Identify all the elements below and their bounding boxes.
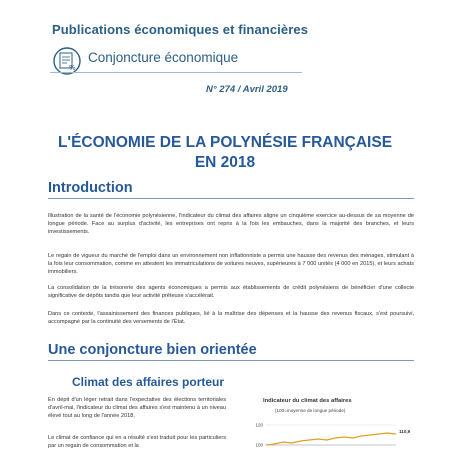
document-title — [0, 133, 450, 173]
chart-y-tick-label: 100 — [255, 442, 263, 448]
intro-paragraph-1: Illustration de la santé de l'économie polynésienne, l'indicateur du climat des affaires aligne un cinquième exercice au-dessus de sa moyenne de longue période. Face au surplus d'activité, les entreprises ont repris à la fois les embauches, dans la majorité des branches, et leurs investissements. — [48, 213, 414, 235]
section2-paragraph-2: Le climat de confiance qui en a résulté s'est traduit pour les particuliers par un regain de consommation et la — [48, 435, 226, 449]
chart-series-line — [266, 433, 396, 445]
svg-text:%: % — [69, 64, 76, 72]
intro-paragraph-4: Dans ce contexte, l'assainissement des finances publiques, lié à la maîtrise des dépenses et la hausse des revenus fiscaux, s'est poursuivi, accompagné par la continuité des versements de l'État. — [48, 311, 414, 325]
issue-number: N° 274 / Avril 2019 — [206, 84, 288, 95]
document-title-line-1: L'ÉCONOMIE DE LA POLYNÉSIE FRANÇAISE — [57, 134, 393, 151]
chart-y-tick-label: 120 — [255, 422, 263, 428]
intro-paragraph-3: La consolidation de la trésorerie des agents économiques a permis aux établissements de crédit polynésiens de bénéficier d'une collecte significative de dépôts tandis que leur activité prêteuse s'accélérait. — [48, 285, 414, 299]
page-header — [0, 0, 450, 104]
chart-end-label: 110,9 — [399, 429, 411, 435]
section2-paragraph-1: En dépit d'un léger retrait dans l'expectative des élections territoriales d'avril-mai, l'indicateur du climat des affaires s'est maintenu à un niveau élevé tout au long de l'année 2018. — [48, 397, 226, 419]
header-divider — [50, 72, 302, 73]
section-divider — [48, 360, 414, 361]
chart-subtitle: (100=moyenne de longue période) — [275, 408, 346, 413]
intro-paragraph-2: Le regain de vigueur du marché de l'emploi dans un environnement non inflationniste a permis une hausse des revenus des ménages, stimulant à la fois leur consommation, comme en attestent les immatriculations de voitures neuves, supérieures à 7 000 unités (4 000 en 2015), et leurs achats immobiliers. — [48, 253, 414, 275]
subsection-heading: Climat des affaires porteur — [72, 375, 225, 389]
section-heading-conjoncture: Une conjoncture bien orientée — [48, 342, 257, 358]
publication-title: Publications économiques et financières — [52, 22, 309, 37]
chart-title: Indicateur du climat des affaires — [263, 398, 352, 404]
section-divider — [48, 198, 414, 199]
series-title: Conjoncture économique — [88, 50, 239, 65]
document-title-line-2: EN 2018 — [194, 154, 256, 171]
section-heading-introduction: Introduction — [48, 180, 133, 196]
business-climate-chart — [250, 412, 420, 450]
